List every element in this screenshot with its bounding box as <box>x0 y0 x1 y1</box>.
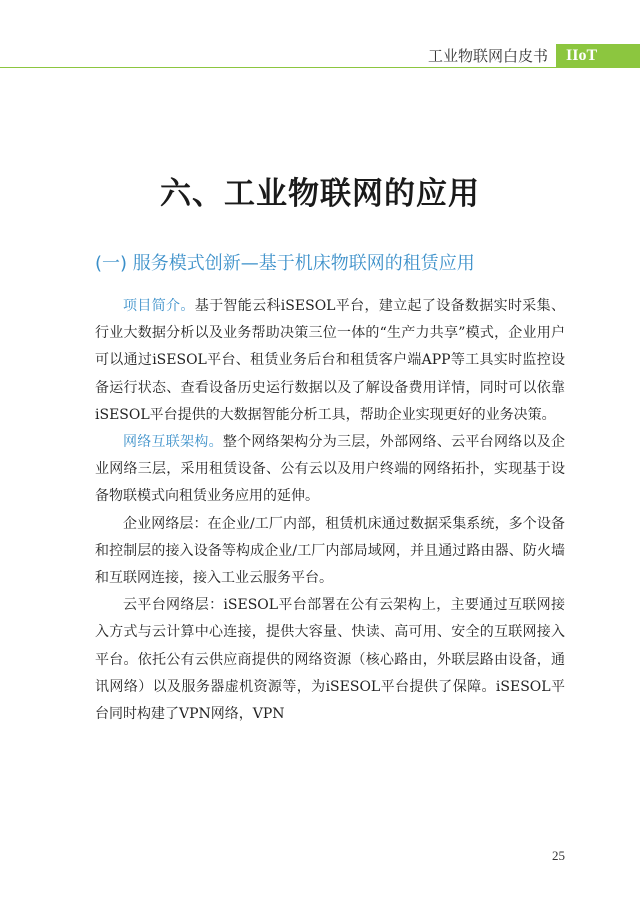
section-heading: (一) 服务模式创新—基于机床物联网的租赁应用 <box>95 253 475 274</box>
paragraph-project-intro <box>95 293 565 429</box>
paragraph-lead: 网络互联架构。 <box>123 434 223 451</box>
paragraph-network-architecture <box>95 429 565 511</box>
paragraph-text: 整个网络架构分为三层，外部网络、云平台网络以及企业网络三层，采用租赁设备、公有云以及用户终端的网络拓扑，实现基于设备物联模式向租赁业务应用的延伸。 <box>95 434 566 505</box>
chapter-title: 六、工业物联网的应用 <box>160 176 480 212</box>
paragraph-lead: 项目简介。 <box>123 298 195 314</box>
paragraph-text: 云平台网络层：iSESOL平台部署在公有云架构上，主要通过互联网接入方式与云计算中心连接，提供大容量、快读、高可用、安全的互联网接入平台。依托公有云供应商提供的网络资源（核心路由，外联层路由设备，通讯网络）以及服务器虚机资源等，为iSESOL平台提供了保障。iSESOL平台同时构建了VPN网络，VPN <box>95 597 565 723</box>
page-number: 25 <box>552 848 565 863</box>
body-text <box>95 293 565 728</box>
document-header-title: 工业物联网白皮书 <box>427 47 548 65</box>
paragraph-text: 企业网络层：在企业/工厂内部，租赁机床通过数据采集系统，多个设备和控制层的接入设备等构成企业/工厂内部局域网，并且通过路由器、防火墙和互联网连接，接入工业云服务平台。 <box>95 515 565 587</box>
paragraph-cloud-network <box>95 592 565 728</box>
paragraph-enterprise-network <box>95 511 565 593</box>
iiot-badge: IIoT <box>556 44 640 68</box>
header-divider <box>0 67 640 68</box>
paragraph-text: 基于智能云科iSESOL平台，建立起了设备数据实时采集、行业大数据分析以及业务帮助决策三位一体的“生产力共享”模式，企业用户可以通过iSESOL平台、租赁业务后台和租赁客户端APP等工具实时监控设备运行状态、查看设备历史运行数据以及了解设备费用详情，同时可以依靠iSESOL平台提供的大数据智能分析工具，帮助企业实现更好的业务决策。 <box>95 298 565 423</box>
